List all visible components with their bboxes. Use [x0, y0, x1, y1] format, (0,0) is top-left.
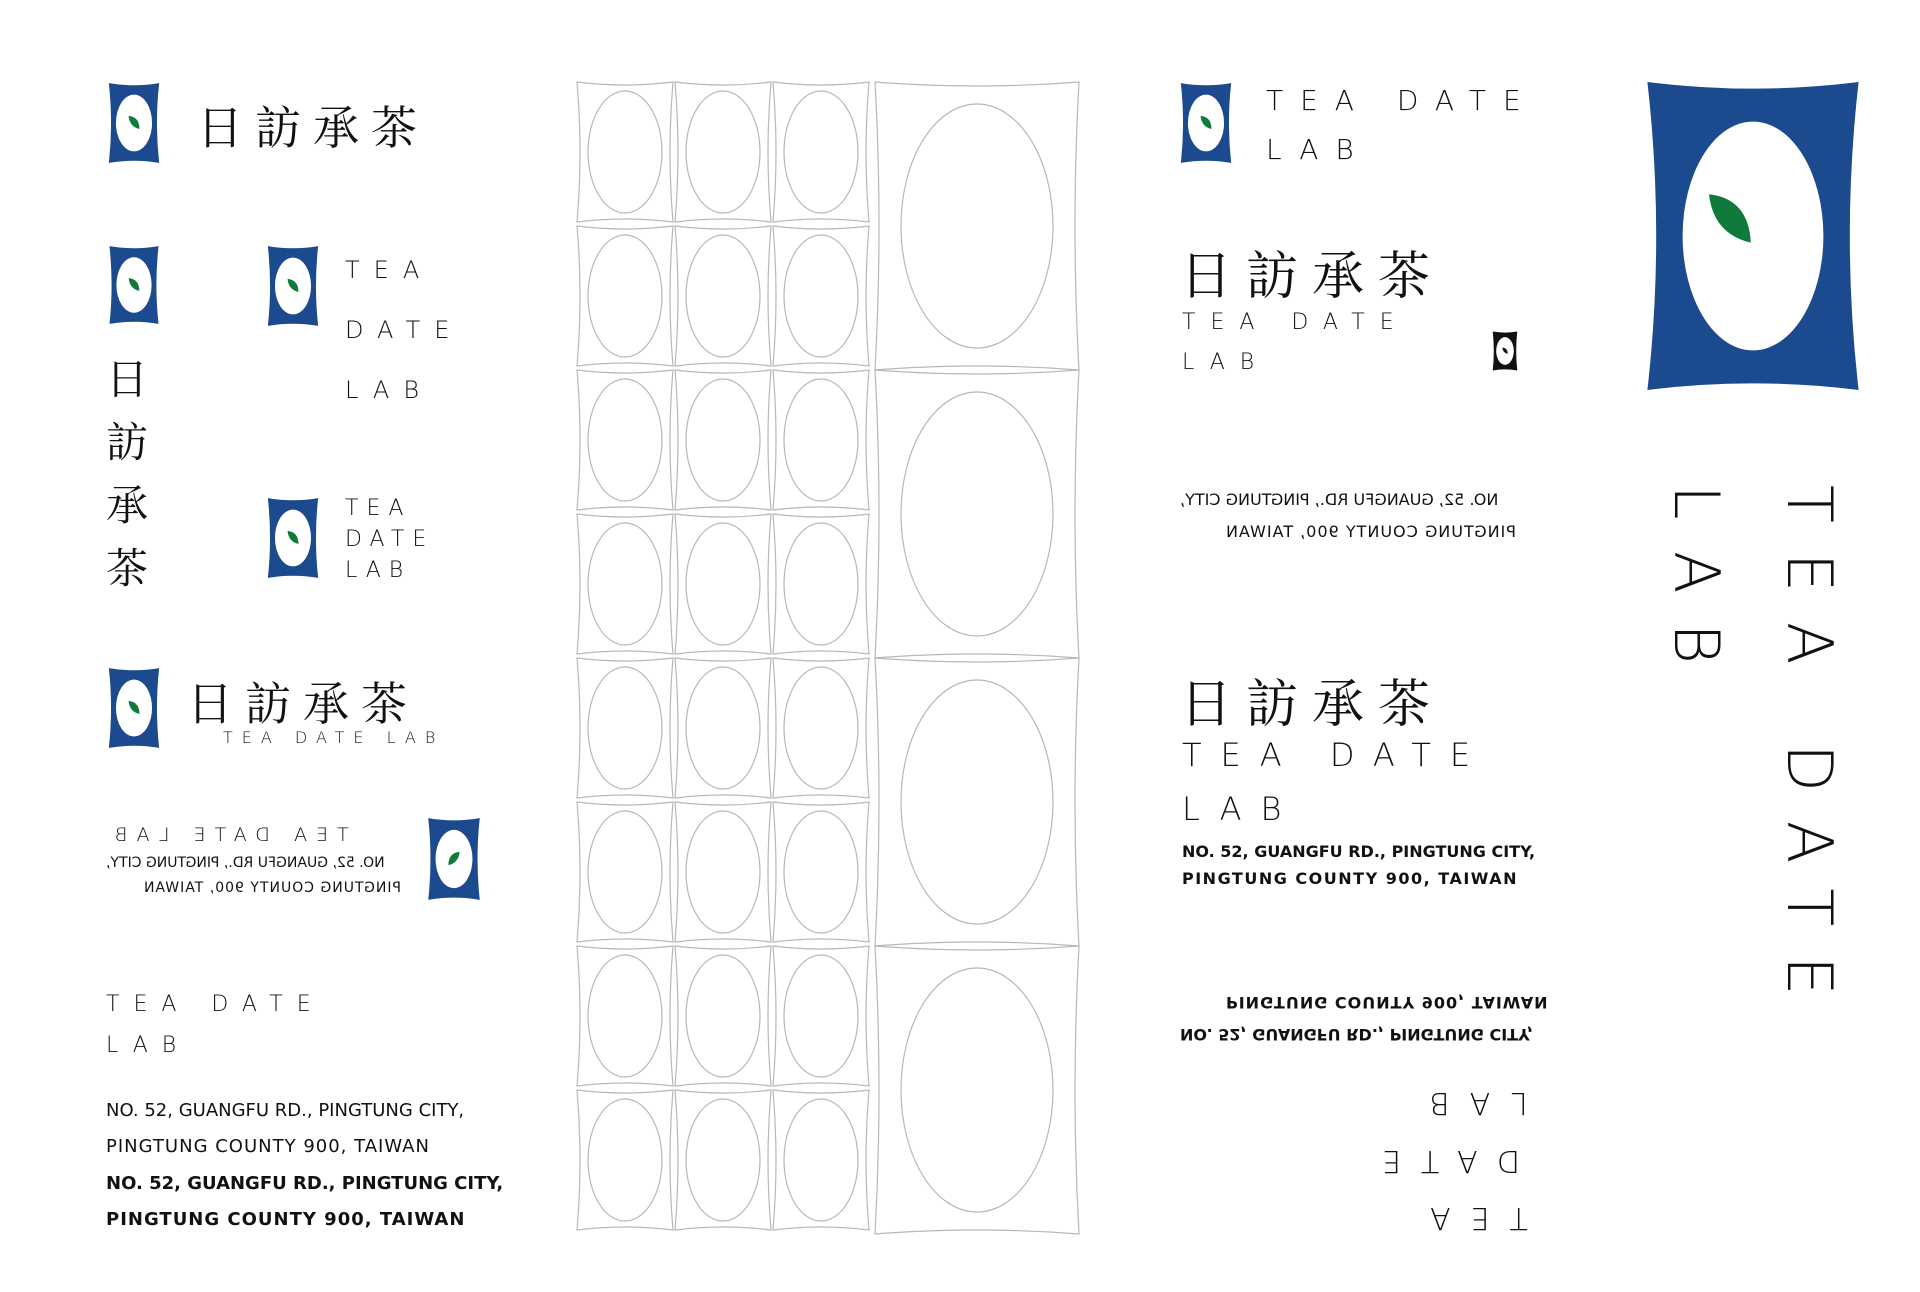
- wordmark-line1: TEA DATE: [1266, 84, 1538, 117]
- wordmark-rotated-tea: TEA: [1410, 1200, 1528, 1235]
- pattern-cell-small: [577, 946, 673, 1086]
- wordmark-line2: LAB: [1182, 790, 1301, 828]
- wordmark-word: TEA: [345, 256, 434, 284]
- brand-cjk-name: 日訪承茶: [1180, 675, 1445, 735]
- pattern-cell-small: [773, 514, 869, 654]
- address-flipped-line1: NO. 52, GUANGFU RD., PINGTUNG CITY,: [1180, 1025, 1534, 1044]
- pattern-cell-small: [577, 370, 673, 510]
- pattern-cell-small: [773, 370, 869, 510]
- wordmark-word: LAB: [345, 558, 412, 583]
- wordmark-word: DATE: [345, 316, 464, 344]
- cjk-char: 訪: [106, 418, 149, 467]
- address-light-line2: PINGTUNG COUNTY 900, TAIWAN: [106, 1136, 430, 1157]
- logo-pattern-grid: [575, 80, 1085, 1240]
- wordmark-line2: LAB: [1266, 133, 1371, 166]
- wordmark-line1: TEA DATE: [1182, 310, 1409, 335]
- logo-mark-icon: [1178, 82, 1234, 164]
- address-flipped-line2: PINGTUNG COUNTY 900, TAIWAN: [1226, 993, 1549, 1012]
- wordmark-stacked-compact: [345, 493, 434, 586]
- pattern-cell-small: [675, 946, 771, 1086]
- logo-mark-icon: [264, 245, 322, 327]
- pattern-cell-small: [675, 82, 771, 222]
- pattern-cell-small: [577, 1090, 673, 1230]
- pattern-cell-small: [773, 802, 869, 942]
- brand-cjk-vertical: [106, 348, 148, 600]
- wordmark-line1: TEA DATE: [1182, 736, 1490, 774]
- address-bold-line1: NO. 52, GUANGFU RD., PINGTUNG CITY,: [106, 1173, 504, 1194]
- wordmark-rotated-lab: LAB: [1410, 1085, 1528, 1120]
- address-bold-line2: PINGTUNG COUNTY 900, TAIWAN: [106, 1209, 466, 1230]
- logo-mark-icon: [426, 817, 482, 901]
- pattern-cell-small: [773, 82, 869, 222]
- pattern-cell-small: [675, 658, 771, 798]
- address-mirrored-line2: PINGTUNG COUNTY 900, TAIWAN: [143, 880, 401, 896]
- pattern-cell-large: [875, 658, 1079, 946]
- logo-mark-small-icon: [1491, 331, 1519, 371]
- pattern-cell-small: [773, 1090, 869, 1230]
- pattern-cell-large: [875, 82, 1079, 370]
- logo-mark-large-icon: [1643, 82, 1863, 390]
- address-light-line1: NO. 52, GUANGFU RD., PINGTUNG CITY,: [106, 1100, 465, 1121]
- pattern-cell-small: [577, 514, 673, 654]
- address-mirrored-line1: NO. 52, GUANGFU RD., PINGTUNG CITY,: [106, 855, 385, 871]
- pattern-cell-small: [675, 514, 771, 654]
- wordmark-vertical-tea-date: TEA DATE: [1773, 485, 1846, 1026]
- wordmark-line1: TEA DATE: [106, 992, 325, 1017]
- wordmark-stacked-wide: [345, 240, 463, 420]
- wordmark-word: LAB: [345, 376, 434, 404]
- wordmark-word: TEA: [345, 496, 412, 521]
- address-mirrored-line2: PINGTUNG COUNTY 900, TAIWAN: [1225, 522, 1516, 541]
- pattern-cell-small: [675, 370, 771, 510]
- pattern-cell-small: [577, 802, 673, 942]
- logo-mark-icon: [106, 245, 162, 325]
- brand-cjk-name: 日訪承茶: [187, 677, 419, 731]
- brand-cjk-name: 日訪承茶: [1180, 247, 1445, 307]
- cjk-char: 日: [106, 355, 149, 404]
- pattern-cell-small: [577, 226, 673, 366]
- pattern-cell-small: [773, 226, 869, 366]
- logo-mark-icon: [106, 82, 162, 164]
- wordmark-horizontal-small: TEA DATE LAB: [223, 728, 445, 747]
- wordmark-vertical-lab: LAB: [1660, 485, 1733, 694]
- address-bold-line1: NO. 52, GUANGFU RD., PINGTUNG CITY,: [1182, 842, 1536, 861]
- pattern-cell-small: [773, 946, 869, 1086]
- address-bold-line2: PINGTUNG COUNTY 900, TAIWAN: [1182, 869, 1518, 888]
- cjk-char: 茶: [106, 544, 149, 593]
- wordmark-line2: LAB: [106, 1033, 191, 1058]
- pattern-cell-small: [773, 658, 869, 798]
- address-mirrored-line1: NO. 52, GUANGFU RD., PINGTUNG CITY,: [1180, 490, 1499, 509]
- pattern-cell-small: [577, 82, 673, 222]
- pattern-cell-small: [577, 658, 673, 798]
- wordmark-word: DATE: [345, 527, 435, 552]
- wordmark-line2: LAB: [1182, 350, 1270, 375]
- brand-cjk-name: 日訪承茶: [197, 101, 429, 155]
- cjk-char: 承: [106, 481, 149, 530]
- wordmark-mirrored: TEA DATE LAB: [106, 824, 349, 846]
- pattern-cell-small: [675, 802, 771, 942]
- pattern-cell-large: [875, 946, 1079, 1234]
- pattern-cell-small: [675, 226, 771, 366]
- logo-mark-icon: [106, 667, 162, 749]
- pattern-cell-large: [875, 370, 1079, 658]
- pattern-cell-small: [675, 1090, 771, 1230]
- wordmark-rotated-date: DATE: [1362, 1143, 1521, 1178]
- logo-mark-icon: [264, 497, 322, 579]
